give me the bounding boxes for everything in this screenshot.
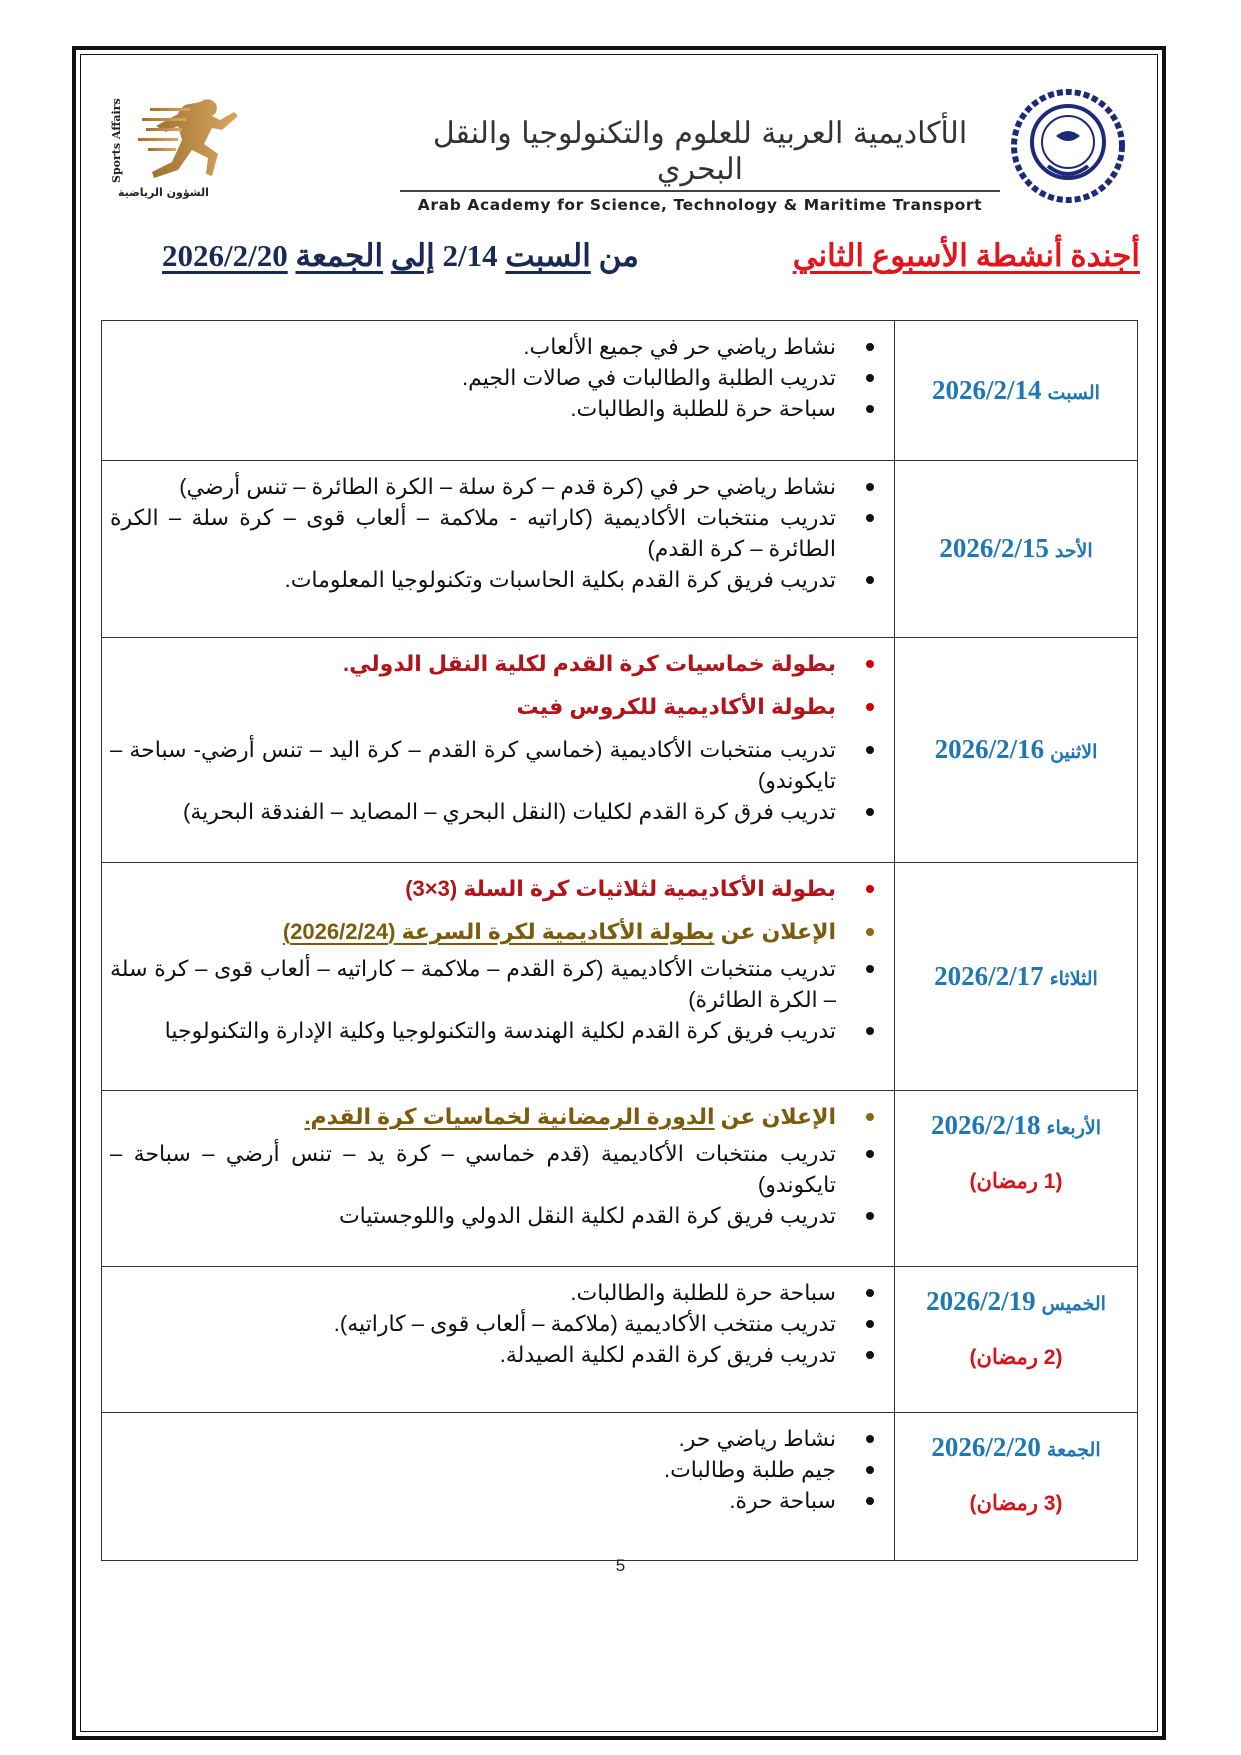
activity-item: بطولة الأكاديمية لثلاثيات كرة السلة (3×3) bbox=[110, 873, 880, 904]
activities-list bbox=[110, 331, 880, 424]
page-title bbox=[150, 238, 1140, 288]
activities-list bbox=[110, 1277, 880, 1370]
date-cell bbox=[895, 863, 1138, 1091]
activity-item: تدريب فريق كرة القدم لكلية الهندسة والتكنولوجيا وكلية الإدارة والتكنولوجيا bbox=[110, 1015, 880, 1046]
academy-wordmark bbox=[390, 116, 1010, 214]
activity-item bbox=[110, 1101, 880, 1132]
agenda-row bbox=[102, 638, 1138, 863]
weekly-agenda-table bbox=[101, 320, 1138, 1561]
activity-item: بطولة الأكاديمية للكروس فيت bbox=[110, 691, 880, 722]
activities-list bbox=[110, 471, 880, 595]
day-date-value: 2026/2/14 bbox=[932, 374, 1042, 405]
sports-logo-en-text: Sports Affairs bbox=[110, 98, 123, 183]
activity-item: بطولة خماسيات كرة القدم لكلية النقل الدولي. bbox=[110, 648, 880, 679]
activity-item: تدريب منتخبات الأكاديمية (كرة القدم – ملاكمة – كاراتيه – ألعاب قوى – كرة سلة – الكرة الطائرة) bbox=[110, 953, 880, 1015]
agenda-row bbox=[102, 1091, 1138, 1267]
date-cell bbox=[895, 1413, 1138, 1561]
agenda-row bbox=[102, 461, 1138, 638]
announcement-prefix: الإعلان عن bbox=[720, 1104, 836, 1129]
activities-list bbox=[110, 873, 880, 1046]
day-date-value: 2026/2/15 bbox=[939, 533, 1049, 563]
ramadan-day: (3 رمضان) bbox=[969, 1492, 1063, 1515]
activity-item: نشاط رياضي حر في (كرة قدم – كرة سلة – الكرة الطائرة – تنس أرضي) bbox=[110, 471, 880, 502]
title-main: أجندة أنشطة الأسبوع الثاني bbox=[792, 238, 1140, 273]
academy-name-en: Arab Academy for Science, Technology & Maritime Transport bbox=[417, 196, 983, 214]
activity-item: تدريب منتخبات الأكاديمية (قدم خماسي – كرة يد – تنس أرضي – سباحة – تايكوندو) bbox=[110, 1138, 880, 1200]
title-start-date: 2/14 bbox=[442, 238, 498, 273]
sports-affairs-logo bbox=[112, 88, 277, 203]
agenda-row bbox=[102, 321, 1138, 461]
title-date-range bbox=[162, 238, 639, 274]
activities-list bbox=[110, 648, 880, 827]
activity-item bbox=[110, 916, 880, 947]
activities-cell bbox=[102, 461, 895, 638]
day-date bbox=[939, 533, 1092, 564]
activities-list bbox=[110, 1423, 880, 1516]
activities-cell bbox=[102, 1413, 895, 1561]
date-cell bbox=[895, 1091, 1138, 1267]
day-date bbox=[926, 1286, 1106, 1317]
activity-item: تدريب فرق كرة القدم لكليات (النقل البحري – المصايد – الفندقة البحرية) bbox=[110, 796, 880, 827]
activity-item: تدريب فريق كرة القدم لكلية النقل الدولي واللوجستيات bbox=[110, 1200, 880, 1231]
day-name: الأربعاء bbox=[1046, 1118, 1101, 1139]
activity-item: تدريب فريق كرة القدم بكلية الحاسبات وتكنولوجيا المعلومات. bbox=[110, 564, 880, 595]
activities-cell bbox=[102, 638, 895, 863]
activities-cell bbox=[102, 321, 895, 461]
activity-item: سباحة حرة. bbox=[110, 1485, 880, 1516]
day-date bbox=[931, 1110, 1101, 1141]
ramadan-day: (2 رمضان) bbox=[969, 1346, 1063, 1369]
day-name: السبت bbox=[1047, 382, 1100, 404]
activity-item: جيم طلبة وطالبات. bbox=[110, 1454, 880, 1485]
announcement-text: الدورة الرمضانية لخماسيات كرة القدم. bbox=[304, 1104, 715, 1129]
activity-item: نشاط رياضي حر في جميع الألعاب. bbox=[110, 331, 880, 362]
title-end-date: 2026/2/20 bbox=[162, 238, 288, 273]
day-date bbox=[931, 1432, 1100, 1463]
day-date bbox=[935, 734, 1098, 765]
day-date bbox=[932, 375, 1100, 406]
runner-icon bbox=[112, 88, 277, 203]
page-number: 5 bbox=[615, 1556, 626, 1575]
agenda-row bbox=[102, 863, 1138, 1091]
academy-name-ar: الأكاديمية العربية للعلوم والتكنولوجيا والنقل البحري bbox=[432, 116, 968, 187]
title-end-day: الجمعة bbox=[295, 238, 384, 273]
activities-cell bbox=[102, 863, 895, 1091]
activities-cell bbox=[102, 1091, 895, 1267]
day-name: الثلاثاء bbox=[1049, 968, 1098, 990]
day-date-value: 2026/2/17 bbox=[934, 960, 1044, 991]
activity-item: تدريب منتخبات الأكاديمية (خماسي كرة القدم – كرة اليد – تنس أرضي- سباحة – تايكوندو) bbox=[110, 734, 880, 796]
title-to: إلى bbox=[390, 238, 435, 273]
activity-item: سباحة حرة للطلبة والطالبات. bbox=[110, 1277, 880, 1308]
announcement-prefix: الإعلان عن bbox=[720, 919, 836, 944]
agenda-row bbox=[102, 1267, 1138, 1413]
day-date-value: 2026/2/19 bbox=[926, 1286, 1036, 1316]
date-cell bbox=[895, 638, 1138, 863]
day-name: الجمعة bbox=[1046, 1440, 1101, 1461]
day-date-value: 2026/2/20 bbox=[931, 1432, 1041, 1462]
activity-item: نشاط رياضي حر. bbox=[110, 1423, 880, 1454]
date-cell bbox=[895, 1267, 1138, 1413]
day-date-value: 2026/2/18 bbox=[931, 1110, 1041, 1140]
activity-item: تدريب فريق كرة القدم لكلية الصيدلة. bbox=[110, 1339, 880, 1370]
day-date-value: 2026/2/16 bbox=[934, 734, 1045, 764]
activity-item: تدريب الطلبة والطالبات في صالات الجيم. bbox=[110, 362, 880, 393]
aast-emblem bbox=[1008, 86, 1128, 206]
emblem-icon bbox=[1008, 86, 1128, 206]
activity-item: تدريب منتخب الأكاديمية (ملاكمة – ألعاب قوى – كاراتيه). bbox=[110, 1308, 880, 1339]
agenda-row bbox=[102, 1413, 1138, 1561]
announcement-text: بطولة الأكاديمية لكرة السرعة (2026/2/24) bbox=[282, 919, 715, 944]
activity-item: تدريب منتخبات الأكاديمية (كاراتيه - ملاكمة – ألعاب قوى – كرة سلة – الكرة الطائرة – كرة القدم) bbox=[110, 502, 880, 564]
day-name: الاثنين bbox=[1050, 742, 1098, 763]
day-date bbox=[934, 961, 1098, 992]
title-start-day: السبت bbox=[505, 238, 591, 273]
date-cell bbox=[895, 461, 1138, 638]
title-from: من bbox=[598, 238, 639, 273]
day-name: الأحد bbox=[1054, 541, 1093, 562]
activity-item: سباحة حرة للطلبة والطالبات. bbox=[110, 393, 880, 424]
wordmark-divider bbox=[400, 190, 1000, 192]
page-header bbox=[100, 78, 1140, 214]
sports-logo-ar-text: الشؤون الرياضية bbox=[118, 186, 209, 199]
ramadan-day: (1 رمضان) bbox=[969, 1170, 1063, 1193]
date-cell bbox=[895, 321, 1138, 461]
activities-list bbox=[110, 1101, 880, 1231]
day-name: الخميس bbox=[1041, 1294, 1106, 1315]
activities-cell bbox=[102, 1267, 895, 1413]
